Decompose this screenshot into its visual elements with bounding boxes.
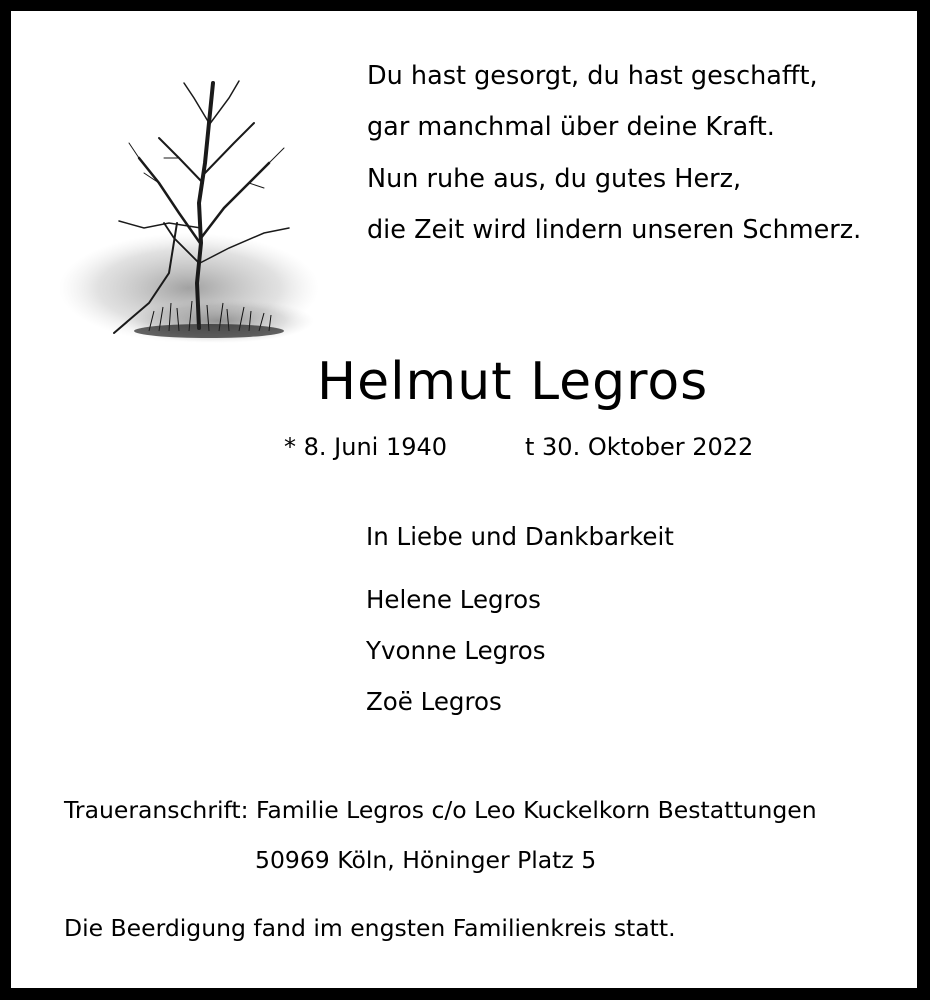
poem-line: Du hast gesorgt, du hast geschafft,	[367, 61, 818, 91]
mourner-name: Yvonne Legros	[366, 636, 546, 665]
mourner-name: Helene Legros	[366, 585, 541, 614]
bare-tree-icon	[59, 63, 329, 358]
obituary-card	[11, 11, 917, 988]
poem-line: Nun ruhe aus, du gutes Herz,	[367, 164, 742, 194]
funeral-address-city: 50969 Köln, Höninger Platz 5	[255, 846, 597, 874]
mourners-intro: In Liebe und Dankbarkeit	[366, 522, 674, 551]
poem-line: die Zeit wird lindern unseren Schmerz.	[367, 215, 862, 245]
burial-notice: Die Beerdigung fand im engsten Familienkreis statt.	[64, 914, 676, 942]
poem-line: gar manchmal über deine Kraft.	[367, 112, 775, 142]
birth-date: * 8. Juni 1940	[284, 433, 448, 461]
death-date: t 30. Oktober 2022	[525, 433, 754, 461]
deceased-name: Helmut Legros	[317, 352, 709, 412]
funeral-address-line: Traueranschrift: Familie Legros c/o Leo Kuckelkorn Bestattungen	[64, 796, 817, 824]
mourner-name: Zoë Legros	[366, 687, 502, 716]
